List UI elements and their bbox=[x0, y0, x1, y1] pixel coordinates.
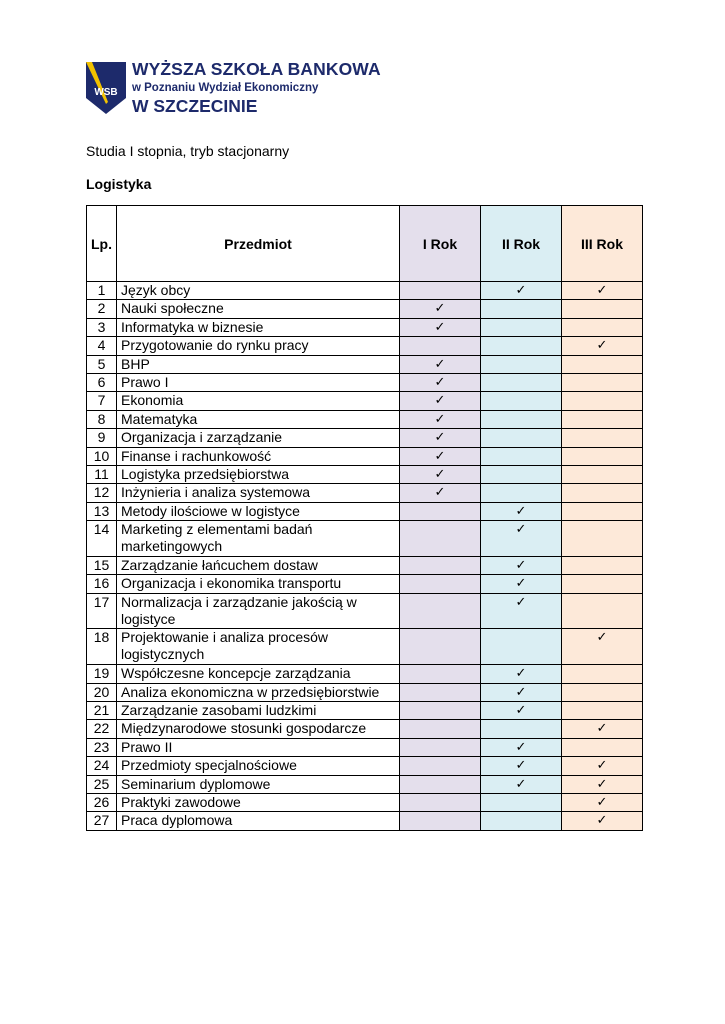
check-mark-icon: ✓ bbox=[596, 338, 608, 354]
check-mark-icon: ✓ bbox=[596, 813, 608, 829]
row-number: 2 bbox=[87, 300, 117, 318]
check-mark-icon: ✓ bbox=[434, 319, 446, 335]
year-1-cell bbox=[400, 337, 481, 355]
year-2-cell bbox=[481, 429, 562, 447]
table-row bbox=[87, 373, 643, 391]
check-mark-icon: ✓ bbox=[434, 466, 446, 482]
check-mark-icon: ✓ bbox=[515, 522, 527, 538]
table-row bbox=[87, 683, 643, 701]
check-mark-icon: ✓ bbox=[434, 374, 446, 390]
year-2-cell bbox=[481, 318, 562, 336]
university-logo bbox=[86, 58, 381, 118]
check-mark-icon: ✓ bbox=[515, 594, 527, 610]
year-3-cell bbox=[562, 502, 643, 520]
row-number: 15 bbox=[87, 556, 117, 574]
year-3-cell bbox=[562, 556, 643, 574]
row-number: 12 bbox=[87, 484, 117, 502]
year-1-cell bbox=[400, 702, 481, 720]
subject-name: Normalizacja i zarządzanie jakością w logistyce bbox=[117, 593, 400, 629]
logo-line-2: w Poznaniu Wydział Ekonomiczny bbox=[132, 82, 319, 94]
year-3-cell bbox=[562, 720, 643, 738]
check-mark-icon: ✓ bbox=[434, 485, 446, 501]
year-1-cell bbox=[400, 373, 481, 391]
table-row bbox=[87, 593, 643, 629]
year-2-cell bbox=[481, 702, 562, 720]
row-number: 26 bbox=[87, 793, 117, 811]
year-1-cell bbox=[400, 410, 481, 428]
row-number: 25 bbox=[87, 775, 117, 793]
table-row bbox=[87, 812, 643, 830]
table-row bbox=[87, 484, 643, 502]
check-mark-icon: ✓ bbox=[515, 283, 527, 298]
check-mark-icon: ✓ bbox=[434, 448, 446, 464]
table-body bbox=[87, 282, 643, 831]
table-row bbox=[87, 757, 643, 775]
table-row bbox=[87, 318, 643, 336]
year-1-cell bbox=[400, 521, 481, 557]
row-number: 10 bbox=[87, 447, 117, 465]
year-1-cell bbox=[400, 429, 481, 447]
year-3-cell bbox=[562, 337, 643, 355]
table-row bbox=[87, 410, 643, 428]
table-row bbox=[87, 282, 643, 300]
year-1-cell bbox=[400, 757, 481, 775]
subject-name: Finanse i rachunkowość bbox=[117, 447, 400, 465]
year-1-cell bbox=[400, 318, 481, 336]
subject-name: Przygotowanie do rynku pracy bbox=[117, 337, 400, 355]
row-number: 21 bbox=[87, 702, 117, 720]
year-1-cell bbox=[400, 355, 481, 373]
subject-name: Zarządzanie zasobami ludzkimi bbox=[117, 702, 400, 720]
year-3-cell bbox=[562, 300, 643, 318]
check-mark-icon: ✓ bbox=[596, 630, 608, 646]
row-number: 7 bbox=[87, 392, 117, 410]
table-row bbox=[87, 300, 643, 318]
check-mark-icon: ✓ bbox=[515, 703, 527, 719]
row-number: 14 bbox=[87, 521, 117, 557]
wsb-emblem-icon bbox=[86, 58, 126, 114]
table-row bbox=[87, 465, 643, 483]
year-3-cell bbox=[562, 738, 643, 756]
year-2-cell bbox=[481, 575, 562, 593]
year-2-cell bbox=[481, 720, 562, 738]
subject-name: Matematyka bbox=[117, 410, 400, 428]
year-2-cell bbox=[481, 465, 562, 483]
table-row bbox=[87, 429, 643, 447]
check-mark-icon: ✓ bbox=[596, 776, 608, 792]
subject-name: Logistyka przedsiębiorstwa bbox=[117, 465, 400, 483]
row-number: 24 bbox=[87, 757, 117, 775]
subject-name: Organizacja i ekonomika transportu bbox=[117, 575, 400, 593]
check-mark-icon: ✓ bbox=[515, 684, 527, 700]
year-2-cell bbox=[481, 484, 562, 502]
header-year-2: II Rok bbox=[481, 206, 562, 282]
table-row bbox=[87, 793, 643, 811]
subject-name: Współczesne koncepcje zarządzania bbox=[117, 665, 400, 683]
check-mark-icon: ✓ bbox=[434, 411, 446, 427]
check-mark-icon: ✓ bbox=[434, 301, 446, 317]
table-row bbox=[87, 702, 643, 720]
year-3-cell bbox=[562, 410, 643, 428]
year-3-cell bbox=[562, 429, 643, 447]
check-mark-icon: ✓ bbox=[434, 356, 446, 372]
table-row bbox=[87, 720, 643, 738]
table-row bbox=[87, 575, 643, 593]
row-number: 16 bbox=[87, 575, 117, 593]
year-3-cell bbox=[562, 793, 643, 811]
check-mark-icon: ✓ bbox=[515, 666, 527, 682]
subject-name: Informatyka w biznesie bbox=[117, 318, 400, 336]
year-3-cell bbox=[562, 665, 643, 683]
year-2-cell bbox=[481, 502, 562, 520]
subject-name: Seminarium dyplomowe bbox=[117, 775, 400, 793]
table-row bbox=[87, 665, 643, 683]
year-3-cell bbox=[562, 521, 643, 557]
subject-name: Organizacja i zarządzanie bbox=[117, 429, 400, 447]
year-2-cell bbox=[481, 593, 562, 629]
year-2-cell bbox=[481, 373, 562, 391]
check-mark-icon: ✓ bbox=[515, 739, 527, 755]
year-3-cell bbox=[562, 702, 643, 720]
year-1-cell bbox=[400, 502, 481, 520]
year-1-cell bbox=[400, 447, 481, 465]
subject-name: Projektowanie i analiza procesów logistycznych bbox=[117, 629, 400, 665]
year-3-cell bbox=[562, 392, 643, 410]
year-2-cell bbox=[481, 521, 562, 557]
row-number: 3 bbox=[87, 318, 117, 336]
year-2-cell bbox=[481, 447, 562, 465]
year-1-cell bbox=[400, 593, 481, 629]
year-2-cell bbox=[481, 392, 562, 410]
header-year-1: I Rok bbox=[400, 206, 481, 282]
subject-name: Język obcy bbox=[117, 282, 400, 300]
year-1-cell bbox=[400, 300, 481, 318]
row-number: 22 bbox=[87, 720, 117, 738]
year-1-cell bbox=[400, 720, 481, 738]
check-mark-icon: ✓ bbox=[434, 430, 446, 446]
subject-name: Praca dyplomowa bbox=[117, 812, 400, 830]
year-3-cell bbox=[562, 318, 643, 336]
table-row bbox=[87, 738, 643, 756]
table-row bbox=[87, 502, 643, 520]
year-3-cell bbox=[562, 355, 643, 373]
table-header-row bbox=[87, 206, 643, 282]
year-1-cell bbox=[400, 812, 481, 830]
year-3-cell bbox=[562, 757, 643, 775]
subject-name: Zarządzanie łańcuchem dostaw bbox=[117, 556, 400, 574]
year-2-cell bbox=[481, 683, 562, 701]
subject-name: Praktyki zawodowe bbox=[117, 793, 400, 811]
year-1-cell bbox=[400, 775, 481, 793]
row-number: 23 bbox=[87, 738, 117, 756]
table-row bbox=[87, 447, 643, 465]
table-row bbox=[87, 337, 643, 355]
year-3-cell bbox=[562, 683, 643, 701]
subject-name: Nauki społeczne bbox=[117, 300, 400, 318]
row-number: 1 bbox=[87, 282, 117, 300]
subject-name: Inżynieria i analiza systemowa bbox=[117, 484, 400, 502]
check-mark-icon: ✓ bbox=[515, 503, 527, 519]
year-2-cell bbox=[481, 775, 562, 793]
year-2-cell bbox=[481, 337, 562, 355]
year-3-cell bbox=[562, 465, 643, 483]
year-1-cell bbox=[400, 575, 481, 593]
header-lp: Lp. bbox=[87, 206, 117, 282]
subject-name: Metody ilościowe w logistyce bbox=[117, 502, 400, 520]
year-2-cell bbox=[481, 556, 562, 574]
year-1-cell bbox=[400, 683, 481, 701]
year-1-cell bbox=[400, 738, 481, 756]
row-number: 9 bbox=[87, 429, 117, 447]
table-row bbox=[87, 629, 643, 665]
year-2-cell bbox=[481, 793, 562, 811]
year-2-cell bbox=[481, 757, 562, 775]
check-mark-icon: ✓ bbox=[515, 776, 527, 792]
year-1-cell bbox=[400, 556, 481, 574]
subject-name: Prawo II bbox=[117, 738, 400, 756]
year-1-cell bbox=[400, 282, 481, 300]
logo-line-1: WYŻSZA SZKOŁA BANKOWA bbox=[132, 59, 381, 79]
check-mark-icon: ✓ bbox=[596, 283, 608, 298]
row-number: 5 bbox=[87, 355, 117, 373]
year-3-cell bbox=[562, 373, 643, 391]
curriculum-table bbox=[86, 205, 643, 831]
emblem-label: WSB bbox=[94, 87, 118, 98]
subject-name: Przedmioty specjalnościowe bbox=[117, 757, 400, 775]
year-2-cell bbox=[481, 282, 562, 300]
header-year-3: III Rok bbox=[562, 206, 643, 282]
year-1-cell bbox=[400, 392, 481, 410]
logo-line-3: W SZCZECINIE bbox=[132, 96, 258, 116]
subject-name: BHP bbox=[117, 355, 400, 373]
year-1-cell bbox=[400, 793, 481, 811]
study-mode-subtitle: Studia I stopnia, tryb stacjonarny bbox=[86, 143, 290, 159]
year-1-cell bbox=[400, 484, 481, 502]
year-3-cell bbox=[562, 812, 643, 830]
row-number: 27 bbox=[87, 812, 117, 830]
year-3-cell bbox=[562, 575, 643, 593]
row-number: 6 bbox=[87, 373, 117, 391]
check-mark-icon: ✓ bbox=[515, 758, 527, 774]
row-number: 19 bbox=[87, 665, 117, 683]
check-mark-icon: ✓ bbox=[515, 557, 527, 573]
year-2-cell bbox=[481, 300, 562, 318]
year-3-cell bbox=[562, 447, 643, 465]
subject-name: Prawo I bbox=[117, 373, 400, 391]
year-3-cell bbox=[562, 593, 643, 629]
check-mark-icon: ✓ bbox=[596, 794, 608, 810]
row-number: 20 bbox=[87, 683, 117, 701]
header-subject: Przedmiot bbox=[117, 206, 400, 282]
table-row bbox=[87, 775, 643, 793]
row-number: 17 bbox=[87, 593, 117, 629]
year-2-cell bbox=[481, 629, 562, 665]
year-3-cell bbox=[562, 484, 643, 502]
row-number: 11 bbox=[87, 465, 117, 483]
check-mark-icon: ✓ bbox=[596, 758, 608, 774]
year-3-cell bbox=[562, 775, 643, 793]
check-mark-icon: ✓ bbox=[515, 576, 527, 592]
row-number: 8 bbox=[87, 410, 117, 428]
year-2-cell bbox=[481, 410, 562, 428]
row-number: 18 bbox=[87, 629, 117, 665]
year-2-cell bbox=[481, 355, 562, 373]
row-number: 13 bbox=[87, 502, 117, 520]
subject-name: Marketing z elementami badań marketingowych bbox=[117, 521, 400, 557]
check-mark-icon: ✓ bbox=[596, 721, 608, 737]
table-row bbox=[87, 392, 643, 410]
table-row bbox=[87, 521, 643, 557]
row-number: 4 bbox=[87, 337, 117, 355]
year-2-cell bbox=[481, 738, 562, 756]
year-3-cell bbox=[562, 629, 643, 665]
year-1-cell bbox=[400, 465, 481, 483]
check-mark-icon: ✓ bbox=[434, 393, 446, 409]
year-1-cell bbox=[400, 665, 481, 683]
subject-name: Analiza ekonomiczna w przedsiębiorstwie bbox=[117, 683, 400, 701]
table-row bbox=[87, 556, 643, 574]
program-heading: Logistyka bbox=[86, 176, 152, 192]
year-2-cell bbox=[481, 812, 562, 830]
year-2-cell bbox=[481, 665, 562, 683]
year-3-cell bbox=[562, 282, 643, 300]
subject-name: Międzynarodowe stosunki gospodarcze bbox=[117, 720, 400, 738]
subject-name: Ekonomia bbox=[117, 392, 400, 410]
year-1-cell bbox=[400, 629, 481, 665]
table-row bbox=[87, 355, 643, 373]
